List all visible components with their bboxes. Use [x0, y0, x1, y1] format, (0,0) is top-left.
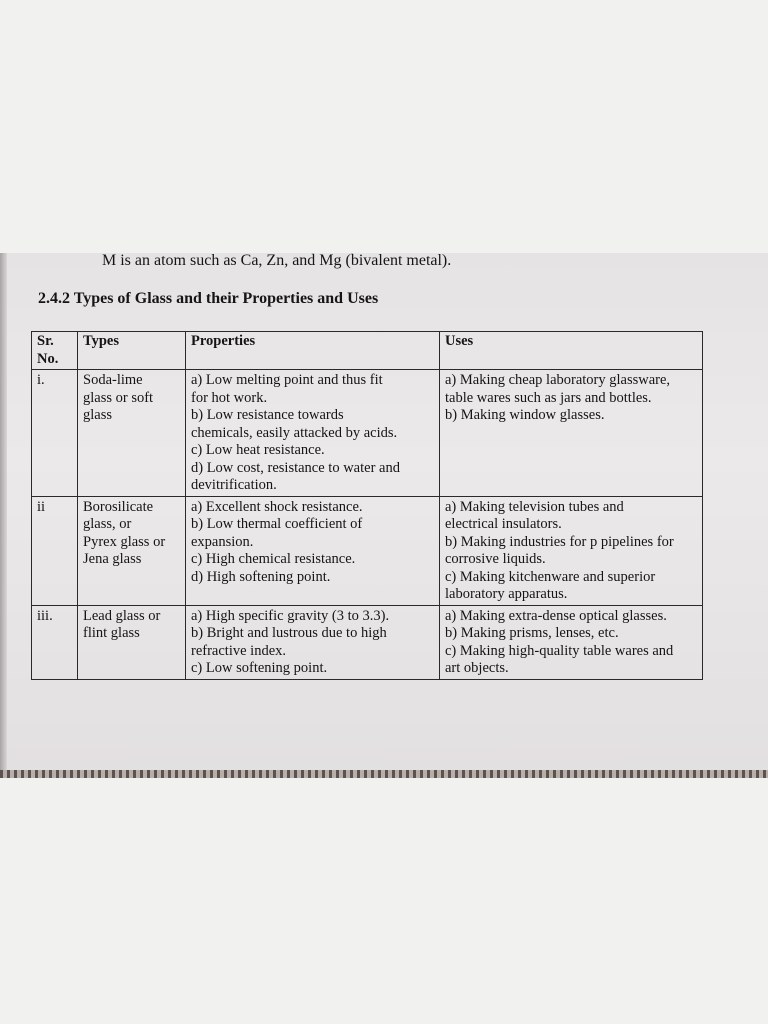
cell-sr-no: ii: [32, 496, 78, 605]
cell-properties: [186, 370, 440, 497]
cell-line: d) Low cost, resistance to water and: [191, 459, 400, 476]
cell-line: b) Making prisms, lenses, etc.: [445, 625, 619, 641]
cell-line: a) Low melting point and thus fit: [191, 372, 383, 388]
cell-line: glass, or: [83, 516, 132, 532]
section-heading: 2.4.2 Types of Glass and their Properties and Uses: [38, 290, 379, 307]
table-header-row: [32, 332, 703, 370]
cell-line: b) Low resistance towards: [191, 407, 344, 423]
cell-line: Jena glass: [83, 551, 142, 567]
cell-line: electrical insulators.: [445, 516, 562, 532]
cell-type: [78, 605, 186, 679]
cell-line: a) High specific gravity (3 to 3.3).: [191, 607, 390, 624]
table-row: [32, 605, 703, 679]
header-properties: Properties: [186, 332, 440, 370]
table-row: [32, 370, 703, 497]
cell-line: laboratory apparatus.: [445, 586, 568, 602]
cell-uses: [440, 370, 703, 497]
cell-sr-no: iii.: [32, 605, 78, 679]
cell-line: table wares such as jars and bottles.: [445, 389, 652, 406]
page-edge: [0, 770, 768, 778]
header-sr-no: Sr. No.: [32, 332, 78, 370]
cell-line: b) Making industries for p pipelines for: [445, 533, 674, 550]
cell-line: a) Making extra-dense optical glasses.: [445, 607, 667, 624]
cell-properties: [186, 605, 440, 679]
cell-line: Pyrex glass or: [83, 533, 166, 550]
cell-line: glass or soft: [83, 389, 154, 406]
cell-sr-no: i.: [32, 370, 78, 497]
cell-uses: [440, 496, 703, 605]
cell-line: chemicals, easily attacked by acids.: [191, 424, 398, 441]
cell-line: c) Low softening point.: [191, 660, 328, 676]
cell-line: a) Making cheap laboratory glassware,: [445, 372, 671, 388]
cell-line: art objects.: [445, 660, 509, 676]
cell-line: b) Making window glasses.: [445, 407, 605, 423]
glass-types-table: [31, 331, 703, 680]
cell-line: c) Low heat resistance.: [191, 442, 325, 458]
intro-text: M is an atom such as Ca, Zn, and Mg (bivalent metal).: [102, 252, 452, 269]
cell-line: expansion.: [191, 533, 254, 550]
cell-line: c) Making kitchenware and superior: [445, 568, 656, 585]
cell-line: glass: [83, 407, 112, 423]
cell-type: [78, 496, 186, 605]
cell-line: a) Making television tubes and: [445, 498, 624, 515]
cell-line: corrosive liquids.: [445, 551, 546, 567]
cell-line: Soda-lime: [83, 372, 143, 388]
cell-line: for hot work.: [191, 389, 268, 406]
header-uses: Uses: [440, 332, 703, 370]
table-row: [32, 496, 703, 605]
cell-line: b) Bright and lustrous due to high: [191, 625, 387, 641]
cell-line: Lead glass or: [83, 607, 161, 624]
cell-line: d) High softening point.: [191, 568, 331, 585]
cell-line: refractive index.: [191, 642, 287, 659]
cell-line: flint glass: [83, 625, 140, 641]
header-types: Types: [78, 332, 186, 370]
cell-line: c) Making high-quality table wares and: [445, 642, 674, 659]
cell-line: b) Low thermal coefficient of: [191, 516, 363, 532]
cell-type: [78, 370, 186, 497]
cell-line: a) Excellent shock resistance.: [191, 498, 363, 515]
cell-line: devitrification.: [191, 477, 277, 493]
cell-line: c) High chemical resistance.: [191, 551, 356, 567]
cell-line: Borosilicate: [83, 498, 154, 515]
cell-properties: [186, 496, 440, 605]
cell-uses: [440, 605, 703, 679]
page-spine-shadow: [0, 253, 7, 770]
